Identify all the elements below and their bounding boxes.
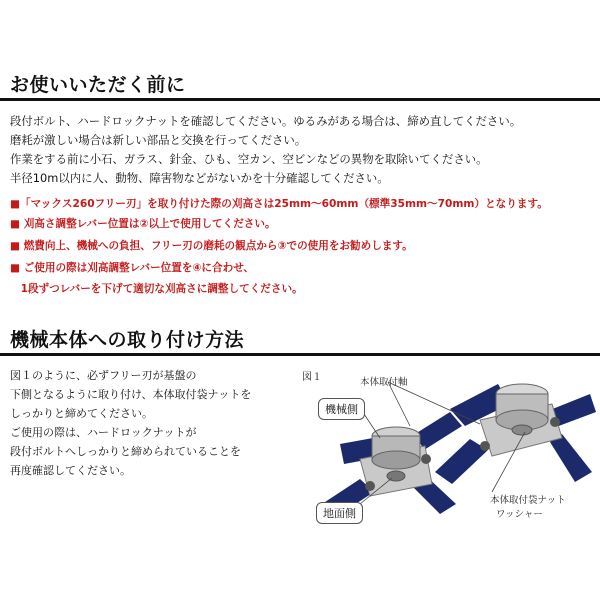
install-line-6: 再度確認してください。 xyxy=(10,464,131,477)
callout-machine-side: 機械側 xyxy=(318,398,365,420)
label-washer: ワッシャー xyxy=(496,509,543,520)
figure-1 xyxy=(300,364,600,600)
section2-rule xyxy=(0,353,600,356)
label-cap-nut: 本体取付袋ナット xyxy=(490,495,566,506)
install-line-5: 段付ボルトへしっかりと締められていることを xyxy=(10,445,241,458)
body-line-3: 作業をする前に小石、ガラス、針金、ひも、空カン、空ビンなどの異物を取除いてください。 xyxy=(10,152,488,166)
install-line-2: 下側となるように取り付け、本体取付袋ナットを xyxy=(10,388,252,401)
body-line-2: 磨耗が激しい場合は新しい部品と交換を行ってください。 xyxy=(10,133,307,147)
upper-blade-assembly xyxy=(435,384,596,484)
label-mounting-shaft: 本体取付軸 xyxy=(360,377,408,388)
body-line-4: 半径10m以内に人、動物、障害物などがないかを十分確認してください。 xyxy=(10,171,389,185)
section1-rule xyxy=(0,98,600,101)
note-line-5: 1段ずつレバーを下げて適切な刈高さに調整してください。 xyxy=(10,283,303,295)
note-line-1: ■「マックス260フリー刃」を取り付けた際の刈高さは25mm～60mm（標準35mm～70mm）となります。 xyxy=(10,198,548,210)
section1-heading: お使いいただく前に xyxy=(10,74,186,96)
body-line-1: 段付ボルト、ハードロックナットを確認してください。ゆるみがある場合は、締め直してください。 xyxy=(10,114,522,128)
figure-title: 図１ xyxy=(302,372,322,383)
note-line-3: ■ 燃費向上、機械への負担、フリー刃の磨耗の観点から③での使用をお勧めします。 xyxy=(10,240,413,252)
callout-ground-side: 地面側 xyxy=(316,502,363,524)
note-line-4: ■ ご使用の際は刈高調整レバー位置を④に合わせ、 xyxy=(10,262,255,274)
install-line-4: ご使用の際は、ハードロックナットが xyxy=(10,426,197,439)
section2-heading: 機械本体への取り付け方法 xyxy=(10,329,245,351)
install-line-3: しっかりと締めてください。 xyxy=(10,407,153,420)
note-line-2: ■ 刈高さ調整レバー位置は②以上で使用してください。 xyxy=(10,218,276,230)
install-line-1: 図１のように、必ずフリー刃が基盤の xyxy=(10,369,197,382)
